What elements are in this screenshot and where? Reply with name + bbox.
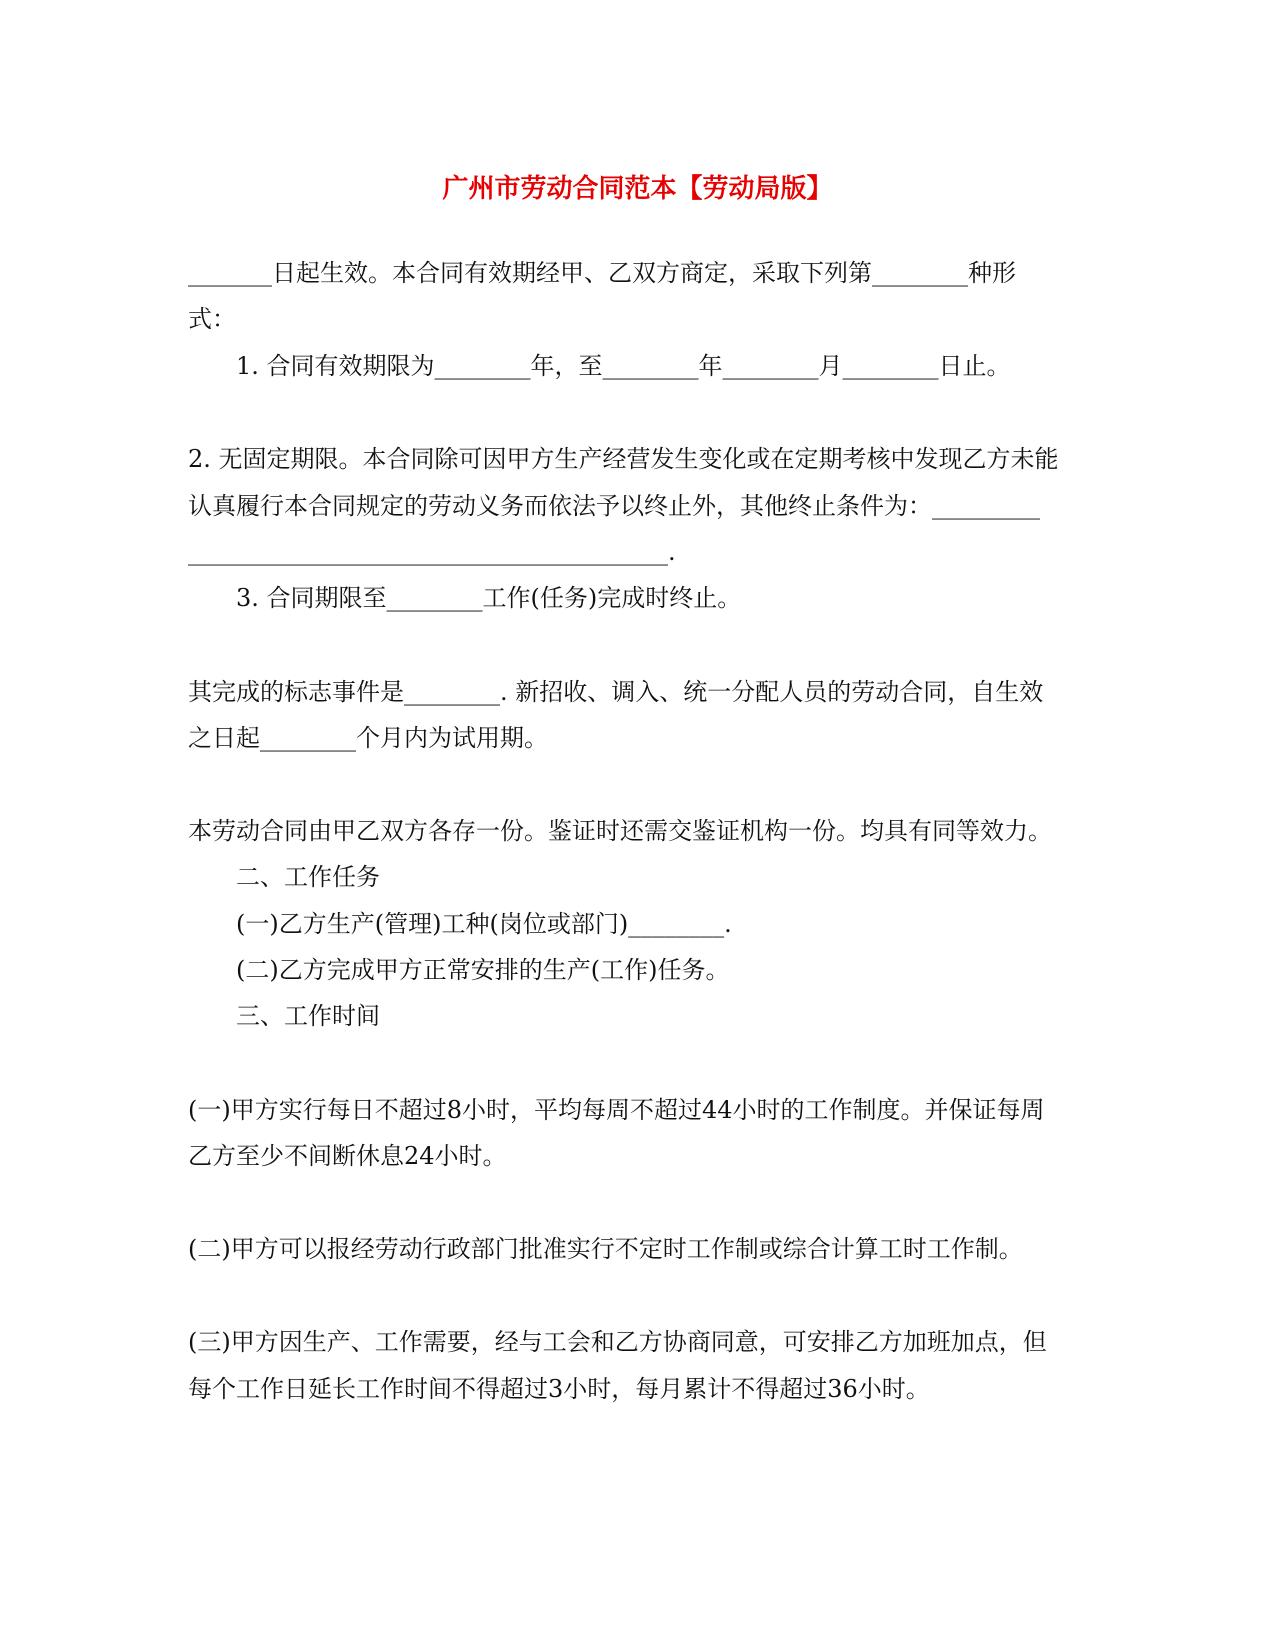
text-line-17: (二)甲方可以报经劳动行政部门批准实行不定时工作制或综合计算工时工作制。 [188, 1235, 1023, 1263]
text-line-6: ________________________________________. [188, 538, 676, 566]
text-line-3: 1. 合同有效期限为________年，至________年________月________日止。 [236, 352, 1011, 380]
text-line-16: 乙方至少不间断休息24小时。 [188, 1142, 507, 1170]
text-line-1: _______日起生效。本合同有效期经甲、乙双方商定，采取下列第________种形 [188, 259, 1016, 287]
text-line-12: (一)乙方生产(管理)工种(岗位或部门)________. [236, 910, 732, 938]
text-line-4: 2. 无固定期限。本合同除可因甲方生产经营发生变化或在定期考核中发现乙方未能 [188, 445, 1059, 473]
text-line-15: (一)甲方实行每日不超过8小时，平均每周不超过44小时的工作制度。并保证每周 [188, 1096, 1045, 1124]
text-line-9: 之日起________个月内为试用期。 [188, 724, 548, 752]
text-line-10: 本劳动合同由甲乙双方各存一份。鉴证时还需交鉴证机构一份。均具有同等效力。 [188, 817, 1052, 845]
text-line-8: 其完成的标志事件是________. 新招收、调入、统一分配人员的劳动合同，自生效 [188, 678, 1044, 706]
text-line-19: 每个工作日延长工作时间不得超过3小时，每月累计不得超过36小时。 [188, 1375, 930, 1403]
section-heading-work-hours: 三、工作时间 [236, 1002, 380, 1030]
section-heading-work-tasks: 二、工作任务 [236, 863, 380, 891]
text-line-13: (二)乙方完成甲方正常安排的生产(工作)任务。 [236, 956, 730, 984]
text-line-18: (三)甲方因生产、工作需要，经与工会和乙方协商同意，可安排乙方加班加点，但 [188, 1328, 1047, 1356]
text-line-5: 认真履行本合同规定的劳动义务而依法予以终止外，其他终止条件为：_________ [188, 492, 1040, 520]
text-line-2: 式： [188, 305, 236, 333]
text-line-7: 3. 合同期限至________工作(任务)完成时终止。 [236, 584, 742, 612]
document-title: 广州市劳动合同范本【劳动局版】 [442, 174, 833, 204]
